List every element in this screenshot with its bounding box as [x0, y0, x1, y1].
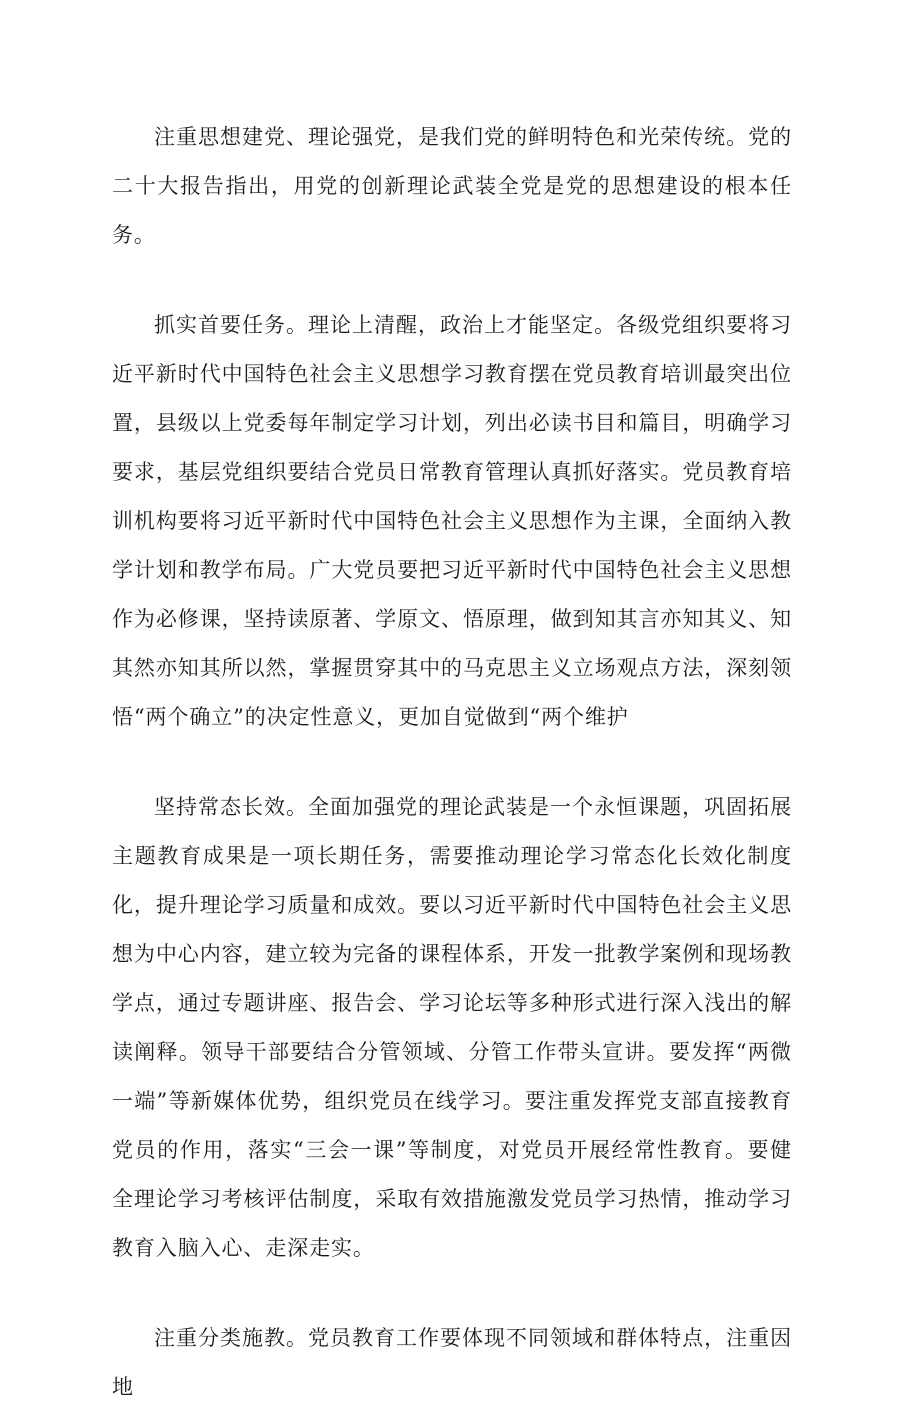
paragraph-primary-task: 抓实首要任务。理论上清醒，政治上才能坚定。各级党组织要将习近平新时代中国特色社会主义思想学习教育摆在党员教育培训最突出位置，县级以上党委每年制定学习计划，列出必读书目和篇目，明确学习要求，基层党组织要结合党员日常教育管理认真抓好落实。党员教育培训机构要将习近平新时代中国特色社会主义思想作为主课，全面纳入教学计划和教学布局。广大党员要把习近平新时代中国特色社会主义思想作为必修课，坚持读原著、学原文、悟原理，做到知其言亦知其义、知其然亦知其所以然，掌握贯穿其中的马克思主义立场观点方法，深刻领悟“两个确立”的决定性意义，更加自觉做到“两个维护: [112, 313, 792, 729]
paragraph-regular-effectiveness: 坚持常态长效。全面加强党的理论武装是一个永恒课题，巩固拓展主题教育成果是一项长期任务，需要推动理论学习常态化长效化制度化，提升理论学习质量和成效。要以习近平新时代中国特色社会主义思想为中心内容，建立较为完备的课程体系，开发一批教学案例和现场教学点，通过专题讲座、报告会、学习论坛等多种形式进行深入浅出的解读阐释。领导干部要结合分管领域、分管工作带头宣讲。要发挥“两微一端”等新媒体优势，组织党员在线学习。要注重发挥党支部直接教育党员的作用，落实“三会一课”等制度，对党员开展经常性教育。要健全理论学习考核评估制度，采取有效措施激发党员学习热情，推动学习教育入脑入心、走深走实。: [112, 795, 792, 1260]
paragraph-intro: 注重思想建党、理论强党，是我们党的鲜明特色和光荣传统。党的二十大报告指出，用党的创新理论武装全党是党的思想建设的根本任务。: [112, 125, 792, 247]
paragraph-classified-teaching: 注重分类施教。党员教育工作要体现不同领域和群体特点，注重因地: [112, 1326, 792, 1399]
document-body: [112, 113, 792, 1412]
